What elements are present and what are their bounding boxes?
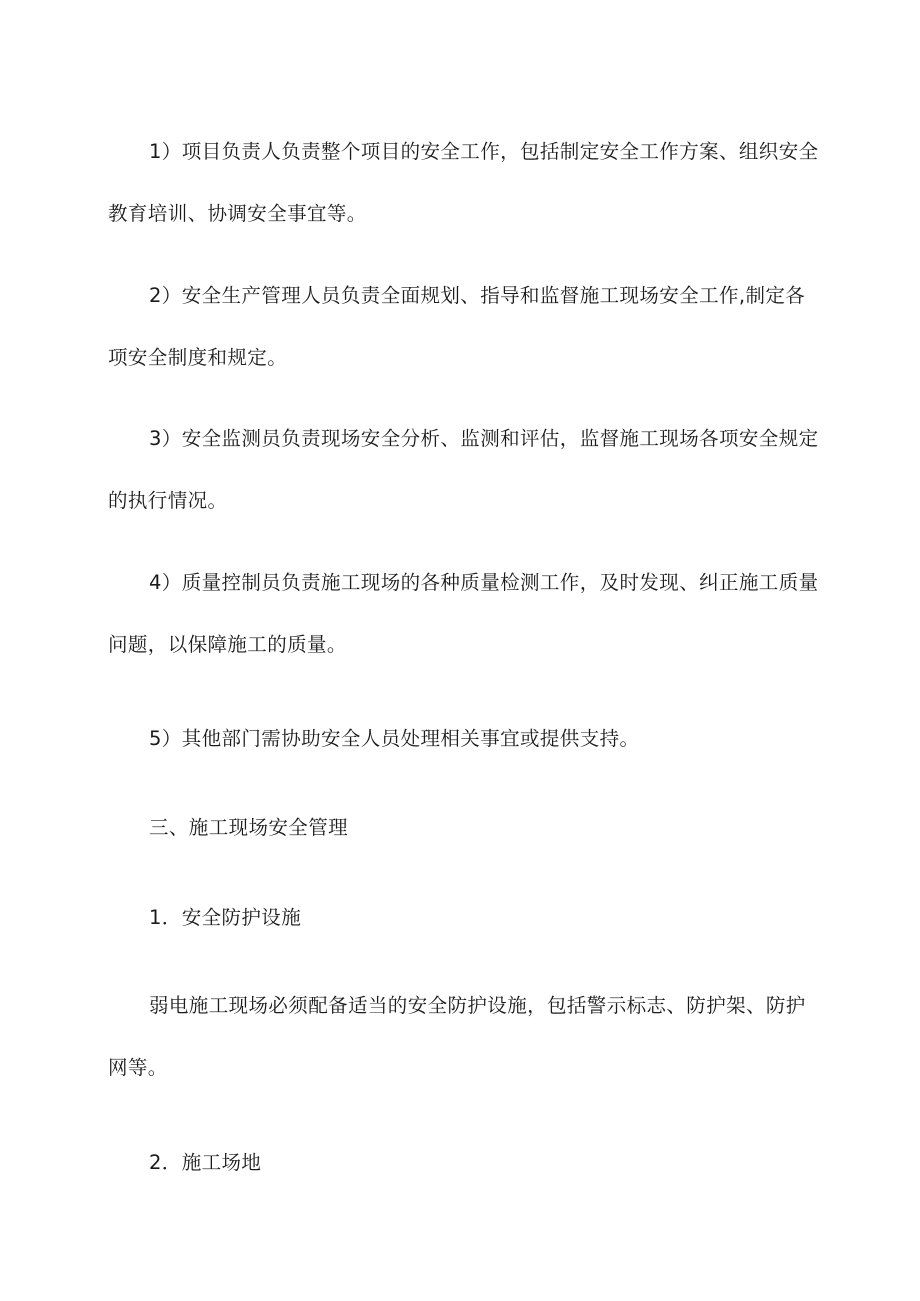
subsection-heading-site: 2．施工场地 [149,1151,262,1174]
subsection-heading-protection: 1．安全防护设施 [149,906,302,929]
paragraph-safety-manager: 2）安全生产管理人员负责全面规划、指导和监督施工现场安全工作,制定各项安全制度和规定。 [108,284,806,369]
paragraph-other-departments: 5）其他部门需协助安全人员处理相关事宜或提供支持。 [149,727,640,750]
paragraph-safety-monitor: 3）安全监测员负责现场安全分析、监测和评估，监督施工现场各项安全规定的执行情况。 [108,427,819,512]
section-heading: 三、施工现场安全管理 [149,816,349,839]
paragraph-quality-controller: 4）质量控制员负责施工现场的各种质量检测工作，及时发现、纠正施工质量问题，以保障施工的质量。 [108,571,819,656]
paragraph-project-leader: 1）项目负责人负责整个项目的安全工作，包括制定安全工作方案、组织安全教育培训、协调安全事宜等。 [108,140,819,225]
paragraph-protection-facilities: 弱电施工现场必须配备适当的安全防护设施，包括警示标志、防护架、防护网等。 [108,994,806,1079]
